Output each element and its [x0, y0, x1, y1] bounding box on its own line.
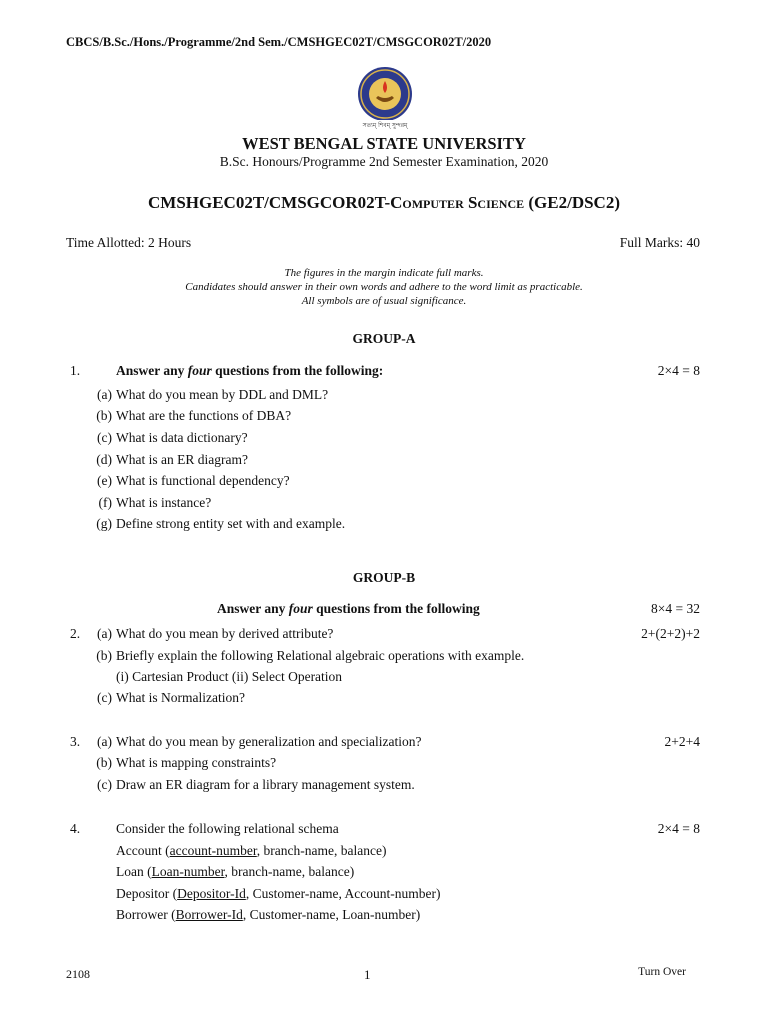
- footer-code: 2108: [66, 967, 90, 981]
- question-marks: 2×4 = 8: [657, 821, 700, 836]
- schema-key: Loan-number: [151, 864, 225, 879]
- item-text: What is data dictionary?: [116, 430, 248, 445]
- paper-code: CMSHGEC02T/CMSGCOR02T-: [148, 193, 391, 212]
- schema-line: [116, 864, 354, 880]
- schema-rest: , branch-name, balance): [256, 843, 387, 858]
- item-text: What is an ER diagram?: [116, 452, 248, 467]
- instr-pre: Answer any: [116, 363, 188, 378]
- schema-name: Borrower (: [116, 907, 176, 922]
- group-b-title: GROUP-B: [352, 570, 416, 585]
- question-number: 3.: [70, 734, 81, 749]
- full-marks: Full Marks: 40: [619, 235, 700, 250]
- schema-line: [116, 907, 420, 923]
- question-intro: Consider the following relational schema: [116, 821, 339, 836]
- item-subtext: (i) Cartesian Product (ii) Select Operation: [116, 669, 343, 684]
- schema-name: Account (: [116, 843, 170, 858]
- instr-em: four: [187, 363, 212, 378]
- item-text: What is functional dependency?: [116, 473, 290, 488]
- question-number: 2.: [70, 626, 81, 641]
- item-text: What is Normalization?: [116, 690, 245, 705]
- question-marks: 2+2+4: [664, 734, 700, 749]
- schema-name: Loan (: [116, 864, 152, 879]
- item-text: What is mapping constraints?: [116, 755, 277, 770]
- item-label: (a): [97, 734, 112, 749]
- question-marks: 2+(2+2)+2: [641, 626, 700, 641]
- header-code: CBCS/B.Sc./Hons./Programme/2nd Sem./CMSHGEC02T/CMSGCOR02T/2020: [66, 35, 492, 49]
- item-label: (b): [96, 648, 112, 663]
- schema-rest: , branch-name, balance): [224, 864, 355, 879]
- item-text: Briefly explain the following Relational algebraic operations with example.: [116, 648, 525, 663]
- page-number: 1: [364, 967, 371, 982]
- item-label: (a): [97, 387, 112, 402]
- schema-name: Depositor (: [116, 886, 178, 901]
- item-text: What are the functions of DBA?: [116, 408, 292, 423]
- item-text: What do you mean by derived attribute?: [116, 626, 334, 641]
- university-logo-icon: [349, 62, 421, 134]
- university-name: WEST BENGAL STATE UNIVERSITY: [242, 134, 526, 153]
- group-b-marks: 8×4 = 32: [651, 601, 700, 616]
- item-label: (e): [97, 473, 112, 488]
- paper-subject: Computer Science: [390, 193, 525, 212]
- item-text: Draw an ER diagram for a library management system.: [116, 777, 415, 792]
- paper-suffix: (GE2/DSC2): [524, 193, 620, 212]
- item-text: Define strong entity set with and example.: [116, 516, 346, 531]
- item-label: (g): [96, 516, 112, 531]
- instruction-line: All symbols are of usual significance.: [301, 295, 467, 307]
- schema-key: Borrower-Id: [175, 907, 243, 922]
- question-marks: 2×4 = 8: [657, 363, 700, 378]
- item-label: (c): [97, 690, 112, 705]
- group-b-instruction: [217, 601, 480, 617]
- item-text: What is instance?: [116, 495, 212, 510]
- turn-over: Turn Over: [638, 966, 686, 978]
- schema-line: [116, 886, 441, 902]
- question-number: 1.: [70, 363, 81, 378]
- time-allotted: Time Allotted: 2 Hours: [66, 235, 192, 250]
- item-label: (b): [96, 408, 112, 423]
- instr-em: four: [288, 601, 313, 616]
- instr-post: questions from the following: [312, 601, 480, 616]
- schema-rest: , Customer-name, Account-number): [245, 886, 441, 901]
- schema-key: Depositor-Id: [177, 886, 246, 901]
- schema-key: account-number: [169, 843, 257, 858]
- instruction-line: Candidates should answer in their own words and adhere to the word limit as practicable.: [185, 281, 583, 293]
- item-text: What do you mean by DDL and DML?: [116, 387, 329, 402]
- instruction-line: The figures in the margin indicate full marks.: [284, 267, 484, 279]
- exam-title: B.Sc. Honours/Programme 2nd Semester Examination, 2020: [219, 154, 549, 169]
- question-number: 4.: [70, 821, 81, 836]
- group-a-title: GROUP-A: [352, 331, 416, 346]
- item-label: (f): [98, 495, 112, 510]
- instr-pre: Answer any: [217, 601, 289, 616]
- schema-line: [116, 843, 386, 859]
- question-instruction: [116, 363, 383, 379]
- paper-title: [0, 193, 768, 213]
- item-label: (c): [97, 430, 112, 445]
- item-label: (c): [97, 777, 112, 792]
- logo-motto: সত্যম্ শিবম্ সুন্দরম্: [362, 122, 408, 129]
- item-label: (d): [96, 452, 112, 467]
- item-text: What do you mean by generalization and specialization?: [116, 734, 422, 749]
- instr-post: questions from the following:: [211, 363, 384, 378]
- schema-rest: , Customer-name, Loan-number): [242, 907, 421, 922]
- item-label: (a): [97, 626, 112, 641]
- item-label: (b): [96, 755, 112, 770]
